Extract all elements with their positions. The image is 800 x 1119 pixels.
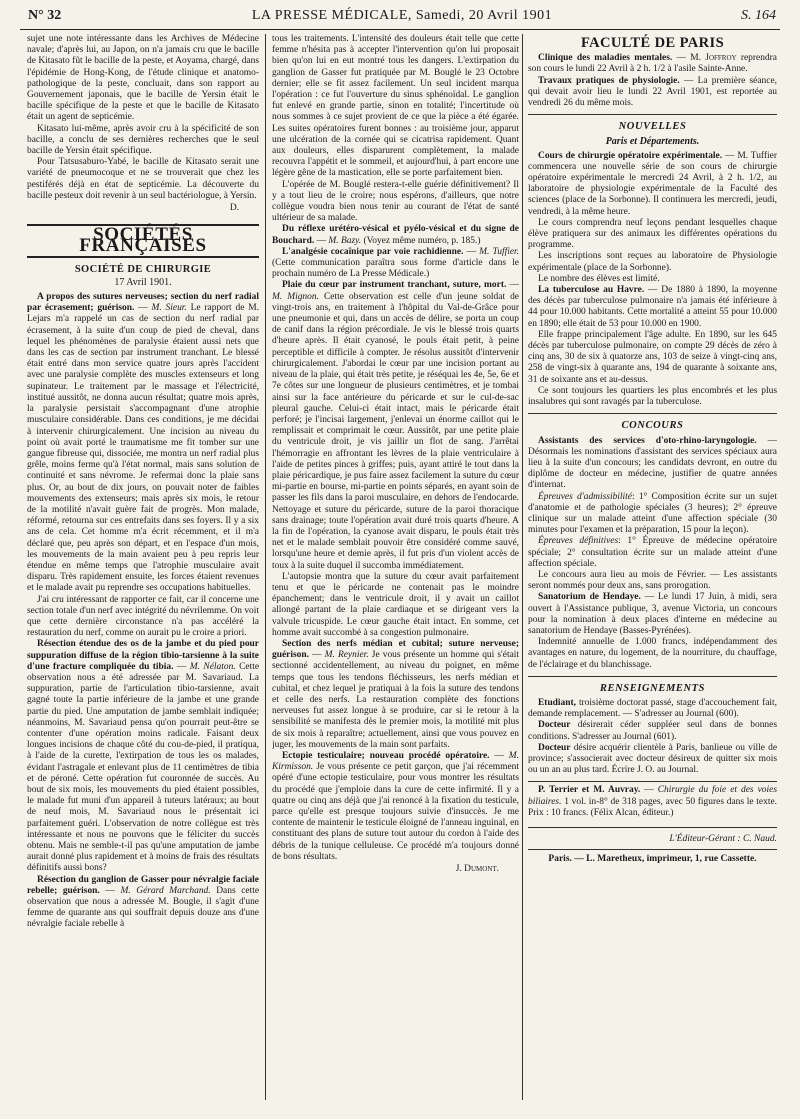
renseignements-heading: RENSEIGNEMENTS bbox=[599, 682, 706, 694]
communication-author: M. Gérard Marchand. bbox=[120, 885, 211, 896]
section-rule bbox=[528, 781, 777, 782]
news-text: Ce sont toujours les quartiers les plus encombrés et les plus insalubres qui sont ravagés par la tuberculose. bbox=[528, 385, 777, 408]
item-title: Assistants des services d'oto-rhino-laryngologie. bbox=[538, 435, 757, 446]
intro-paragraph: sujet une note intéressante dans les Archives de Médecine navale; d'après lui, au Japon, on n'a jamais cru que le bacille de Kitasato fût le bacille de la peste, et Aoyama, chargé, dans l'épidémie de Hong-Kong, de l'étude clinique et anatomo-pathologique de la peste, concluait, dans son rapport au Gouvernement japonais, que le bacille de Yersin était le bacille spécifique de la peste et que le bacille de Kitasato était un agent de septicémie. bbox=[27, 34, 259, 123]
communication-author: M. Nélaton. bbox=[189, 661, 236, 672]
concours-item: Assistants des services d'oto-rhino-laryngologie. — Désormais les nominations d'assistant des services spéciaux aura lieu à la suite d'un concours; les candidats devront, en outre du diplôme de docteur en médecine, justifier de quatre années d'internat. bbox=[528, 435, 777, 491]
book-details: 1 vol. in-8° de 318 pages, avec 50 figures dans le texte. Prix : 10 francs. (Félix Alcan, éditeur.) bbox=[528, 796, 777, 818]
column-rule-1 bbox=[265, 34, 266, 1100]
communication-text: Cette observation est celle d'un jeune soldat de vingt-trois ans, en traitement à l'hôpital du Val-de-Grâce pour une pneumonie et qui, dans un accès de délire, se porta un coup de canif dans la région précordiale. Je vis le blessé trois quarts d'heure après. Il était cyanosé, le pouls était petit, à peine perceptible et difficile à compter. Je résolus aussitôt d'intervenir chirurgicalement. J'abordai le cœur par une incision portant au niveau de la plaie, qui était très petite, je réséquai les 4e, 5e, 6e et 7e côtes sur une longueur de plusieurs centimètres, et je tombai ainsi sur la face antérieure du péricarde et sur le cul-de-sac pleural gauche. Celui-ci était intact, mais le péricarde était perforé; je l'incisai largement, j'enlevai un énorme caillot qui le remplissait et comprimait le cœur. Aussitôt, par une petite plaie du ventricule droit, je vis jaillir un flot de sang. J'arrêtai l'hémorragie en affrontant les lèvres de la plaie ventriculaire à l'aide de petites pinces à griffes; puis, ayant attiré le tout dans la plaie péricardique, je pus faire assez facilement la suture du cœur mi-partie en bourse, mi-partie en points séparés, en ayant soin de passer les fils dans la paroi musculaire, en dehors de l'endocarde. Nettoyage et suture du péricarde, suture de la paroi thoracique sans drainage; toute l'opération avait duré trois quarts d'heure. A la fin de l'opération, la cyanose avait disparu, le pouls était très net et le malade semblait pouvoir être considéré comme sauvé, lorsqu'une heure et demie après, il fut pris d'un violent accès de toux à la suite duquel il succomba immédiatement. bbox=[272, 291, 519, 571]
communication-text: Dans cette observation que nous a adressée M. Bougle, il s'agit d'une femme de quarante ans qui souffrait depuis douze ans d'une névralgie faciale rebelle à bbox=[27, 885, 259, 930]
nouvelles-heading: NOUVELLES bbox=[618, 121, 687, 133]
communication-tuffier: L'analgésie cocaïnique par voie rachidienne. — M. Tuffier. (Cette communication paraîtra sous forme d'article dans le prochain numéro de La Presse Médicale.) bbox=[272, 246, 519, 280]
item-text: désirerait céder suppléer seul dans de bonnes conditions. S'adresser au Journal (601). bbox=[528, 720, 777, 742]
section-rule bbox=[528, 114, 777, 115]
report-signature: J. Dumont. bbox=[455, 864, 499, 875]
header-rule bbox=[20, 29, 780, 30]
continuation-paragraph: tous les traitements. L'intensité des douleurs était telle que cette femme n'hésita pas à accepter l'intervention qu'on lui proposait bien qu'on lui en eut montré tous les dangers. L'extirpation du ganglion de Gasser fut pratiquée par M. Bouglé le 23 Octobre dernier; elle se fit assez facilement. Un seul incident marqua l'opération : ce fut l'ouverture du sinus sphénoïdal. Le ganglion fut enlevé en grande partie, sinon en totalité; l'incertitude où nous sommes à ce sujet provient de ce que la pièce a été égarée. Les suites opératoires furent bonnes : au troisième jour, apparut une ulcération de la cornée qui se cicatrisa rapidement. Quant aux douleurs, elles disparurent complètement, la malade recouvra l'appétit et le sommeil, et aujourd'hui, à part encore une légère gêne de la mastication, elle se porte parfaitement bien. bbox=[272, 34, 519, 179]
editeur-gerant: L'Éditeur-Gérant : C. Naud. bbox=[528, 827, 777, 845]
classified-ad bbox=[528, 743, 777, 777]
communication-author: M. Reynier. bbox=[324, 650, 369, 661]
item-title: Clinique des maladies mentales. bbox=[538, 53, 673, 64]
communication-text: Je vous présente ce petit garçon, que j'ai récemment opéré d'une ectopie testiculaire, pour vous montrer les résultats du procédé que j'emploie dans la cure de cette infirmité. Il y a quatre ou cinq ans déjà que j'ai renoncé à la fixation du testicule, parce qu'elle est presque toujours suivie d'insuccès. Je me contente de maintenir le testicule éloigné de l'anneau inguinal, en constituant des plans de suture tout autour du cordon à l'aide des débris de la tunique celluleuse. Ce procédé m'a toujours donné de bons résultats. bbox=[272, 762, 519, 862]
news-text: Le nombre des élèves est limité. bbox=[538, 273, 660, 284]
communication-nelaton: Résection étendue des os de la jambe et du pied pour suppuration diffuse de la région tibio-tarsienne à la suite d'une fracture compliquée du tibia. — M. Nélaton. Cette observation nous a été adressée par M. Savariaud. La suppuration, partie de l'articulation tibio-tarsienne, avait gagné toute la partie inférieure de la jambe et une grande partie du pied. Une amputation de jambe semblait indiquée; néanmoins, M. Savariaud pensa qu'on pourrait peut-être se contenter d'une opération moins radicale. Faisant deux longues incisions de chaque côté du cou-de-pied, il pratiqua, à l'aide de la curette, l'extirpation de tous les os malades, évidant l'astragale et enlevant plus de 11 centimètres de tibia et de péroné. Cette opération fut couronnée de succès. Au bout de six mois, les mouvements du pied étaient possibles, le malade fut muni d'un appareil à tuteurs latéraux; au bout de neuf mois, M. Savariaud nous le présentait ici parfaitement guéri. L'observation de notre collègue est très intéressante et nous ne pouvons que le féliciter du succès obtenu. Mais ne semble-t-il pas qu'une amputation de jambe aurait donné plus rapidement et à moins de frais des résultats définitifs aussi bons? bbox=[27, 639, 259, 874]
continuation-paragraph: L'opérée de M. Bouglé restera-t-elle guérie définitivement? Il y a tout lieu de le croire; nous espérons, d'ailleurs, que notre collègue voudra bien nous tenir au courant de l'état de santé ultérieur de sa malade. bbox=[272, 179, 519, 224]
item-text: M. Tuffier commencera une nouvelle série de son cours de chirurgie opératoire expérimentale le mercredi 24 Avril, à 2 h. 1/2, au laboratoire de physiologie expérimentale de la Faculté des sciences (place de la Sorbonne). Il continuera les mercredi, jeudi, vendredi, à la même heure. bbox=[528, 150, 777, 217]
section-rule bbox=[528, 676, 777, 677]
societes-francaises-heading: SOCIÉTÉS FRANÇAISES bbox=[27, 224, 259, 257]
communication-text: (Cette communication paraîtra sous forme d'article dans le prochain numéro de La Presse Médicale.) bbox=[272, 258, 519, 280]
item-text: troisième doctorat passé, stage d'accouchement fait, demande remplacement. — S'adresser au Journal (600). bbox=[528, 697, 777, 720]
session-date: 17 Avril 1901. bbox=[114, 276, 172, 288]
communication-author: M. Kirmisson. bbox=[272, 751, 519, 773]
classified-ad bbox=[528, 720, 777, 742]
column-2 bbox=[272, 34, 519, 1104]
item-text: De 1880 à 1890, la moyenne des décès par tuberculose pulmonaire n'a jamais été inférieure à 44 pour 10.000 habitants. Cette mortalité a atteint 55 pour 10.000 en 1890; elle était de 53 pour 10.000 en 1900. bbox=[528, 285, 777, 329]
communication-marchand: Résection du ganglion de Gasser pour névralgie faciale rebelle; guérison. — M. Gérard Marchand. Dans cette observation que nous a adressée M. Bougle, il s'agit d'une femme de quarante ans qui souffrait depuis douze ans d'une névralgie faciale rebelle à bbox=[27, 874, 259, 930]
column-1 bbox=[27, 34, 259, 1104]
communication-title: Du réflexe urétéro-vésical et pyélo-vésical et du signe de Bouchard. bbox=[272, 224, 519, 246]
item-label: Épreuves définitives bbox=[538, 536, 619, 547]
intro-paragraph: Pour Tatsusaburo-Yabé, le bacille de Kitasato serait une variété de pneumocoque et ne se trouverait que chez les pestiférés déjà en état de septicémie. La découverte du bacille pesteux doit revenir à un seul bactériologue, à Yersin. bbox=[27, 157, 259, 201]
news-text: Elle frappe principalement l'âge adulte. En 1890, sur les 645 décès par tuberculose pulmonaire, on compte 29 décès de zéro à cinq ans, 30 de six à quatorze ans, 103 de seize à vingt-cinq ans, 258 de vingt-six à quarante ans, 194 de quarante à soixante ans, 31 de soixante ans et au-dessus. bbox=[528, 329, 777, 385]
book-authors: P. Terrier et M. Auvray. bbox=[538, 785, 641, 796]
news-item: Cours de chirurgie opératoire expérimentale. — M. Tuffier commencera une nouvelle série de son cours de chirurgie opératoire expérimentale le mercredi 24 Avril, à 2 h. 1/2, au laboratoire de physiologie expérimentale de la Faculté des sciences (place de la Sorbonne). Il continuera les mercredi, jeudi, vendredi, à la même heure. bbox=[528, 150, 777, 217]
intro-paragraph: Kitasato lui-même, après avoir cru à la spécificité de son bacille, a conclu de ses dernières recherches que le seul bacille de Yersin était spécifique. bbox=[27, 123, 259, 157]
item-title: Sanatorium de Hendaye. bbox=[538, 592, 641, 603]
concours-heading: CONCOURS bbox=[621, 420, 684, 432]
item-text: : 1° Composition écrite sur un sujet d'anatomie et de pathologie spéciales (3 heures); 2° épreuve clinique sur un malade atteint d'une affection spéciale (30 minutes pour l'examen et la préparation, 15 pour la leçon). bbox=[528, 491, 777, 536]
item-title: Cours de chirurgie opératoire expérimentale. bbox=[538, 150, 723, 161]
communication-author: M. Tuffier. bbox=[479, 246, 519, 257]
communication-mignon: Plaie du cœur par instrument tranchant, suture, mort. — M. Mignon. Cette observation est celle d'un jeune soldat de vingt-trois ans, en traitement à l'hôpital du Val-de-Grâce pour une pneumonie et qui, dans un accès de délire, se porta un coup de canif dans la région précordiale. Je vis le blessé trois quarts d'heure après. Il était cyanosé, le pouls était petit, à peine perceptible et difficile à compter. Je résolus aussitôt d'intervenir chirurgicalement. J'abordai le cœur par une incision portant au niveau de la plaie, qui était très petite, je réséquai les 4e, 5e, 6e et 7e côtes sur une longueur de plusieurs centimètres, et je tombai ainsi sur la face antérieure du péricarde et sur le cul-de-sac pleural gauche. Celui-ci était intact, mais le péricarde était perforé; je l'incisai largement, j'enlevai un énorme caillot qui le remplissait et comprimait le cœur. Aussitôt, par une petite plaie du ventricule droit, je vis jaillir un flot de sang. J'arrêtai l'hémorragie en affrontant les lèvres de la plaie ventriculaire à l'aide de petites pinces à griffes; puis, ayant attiré le tout dans la plaie péricardique, je pus faire assez facilement la suture du cœur mi-partie en bourse, mi-partie en points séparés, en ayant soin de passer les fils dans la paroi musculaire, en dehors de l'endocarde. Nettoyage et suture du péricarde, suture de la paroi thoracique sans drainage; toute l'opération avait duré trois quarts d'heure. A la fin de l'opération, la cyanose avait disparu, le pouls était très net et le malade semblait pouvoir être considéré comme sauvé, lorsqu'une heure et demie après, il fut pris d'un violent accès de toux à la suite duquel il succomba immédiatement. bbox=[272, 280, 519, 571]
page-folio: S. 164 bbox=[741, 8, 776, 23]
communication-bazy: Du réflexe urétéro-vésical et pyélo-vésical et du signe de Bouchard. — M. Bazy. (Voyez même numéro, p. 185.) bbox=[272, 224, 519, 246]
faculte-heading: FACULTÉ DE PARIS bbox=[580, 35, 725, 51]
communication-author: M. Mignon. bbox=[272, 291, 319, 302]
book-title: Chirurgie du foie et des voies biliaires. bbox=[528, 785, 777, 807]
communication-reynier: Section des nerfs médian et cubital; suture nerveuse; guérison. — M. Reynier. Je vous présente un homme qui s'était sectionné accidentellement, au niveau du poignet, en même temps que tous les tendons fléchisseurs, les nerfs médian et cubital, et chez lequel je pratiquai à la fois la suture des tendons et celle des nerfs. La restauration complète des fonctions nerveuses fut assez longue à se produire, car si le retour à la sensibilité se manifesta dès le premier mois, la motilité mit plus de six mois à reparaître; actuellement, ainsi que vous pouvez en juger, les mouvements de la main sont parfaits. bbox=[272, 638, 519, 750]
communication-title: Section des nerfs médian et cubital; suture nerveuse; guérison. bbox=[272, 638, 519, 661]
communication-author: M. Bazy. bbox=[328, 235, 362, 246]
communication-title: Plaie du cœur par instrument tranchant, suture, mort. bbox=[282, 280, 507, 291]
section-rule bbox=[528, 413, 777, 414]
communication-text-2: J'ai cru intéressant de rapporter ce fait, car il concerne une section totale d'un nerf avec intégrité du névrilemme. On voit que cette dernière circonstance n'a pas accéléré la restauration du nerf, comme on aurait pu le croire a priori. bbox=[27, 594, 259, 639]
item-text: Désormais les nominations d'assistant des services spéciaux aura lieu à la suite d'un concours; les candidats devront, en outre du diplôme de docteur en médecine, justifier de quatre années d'internat. bbox=[528, 446, 777, 491]
faculte-item: Clinique des maladies mentales. — M. Joffroy reprendra son cours le lundi 22 Avril à 2 h. 1/2 à l'asile Sainte-Anne. bbox=[528, 53, 777, 75]
item-title: La tuberculose au Havre. bbox=[538, 285, 645, 296]
news-text: Le cours comprendra neuf leçons pendant lesquelles chaque élève pratiquera sur des animaux les différentes opérations du programme. bbox=[528, 217, 777, 251]
communication-title: Résection du ganglion de Gasser pour névralgie faciale rebelle; guérison. bbox=[27, 874, 259, 896]
communication-title: Ectopie testiculaire; nouveau procédé opératoire. bbox=[282, 751, 490, 761]
item-text: reprendra son cours le lundi 22 Avril à 2 h. 1/2 à l'asile Sainte-Anne. bbox=[528, 53, 777, 75]
item-text: La première séance, qui devait avoir lieu le lundi 22 Avril 1901, est reportée au vendredi 26 du même mois. bbox=[528, 75, 777, 109]
concours-text bbox=[528, 492, 777, 537]
issue-number: N° 32 bbox=[28, 8, 62, 23]
concours-text: Le concours aura lieu au mois de Février. — Les assistants seront nommés pour deux ans, sans prorogation. bbox=[528, 569, 777, 592]
communication-text-2: L'autopsie montra que la suture du cœur avait parfaitement tenu et que le péricarde ne contenait pas le moindre épanchement; dans le ventricule droit, il y avait un caillot allongé partant de la plaie cardiaque et se dirigeant vers la valvule tricuspide. Le cœur gauche était intact. En somme, cet homme avait succombé à sa congestion pulmonaire. bbox=[272, 571, 519, 638]
communication-title: A propos des sutures nerveuses; section du nerf radial par écrasement; guérison. bbox=[27, 292, 259, 314]
item-text: Le lundi 17 Juin, à midi, sera ouvert à l'Assistance publique, 3, avenue Victoria, un concours pour la nomination à deux places d'interne en médecine au sanatorium de Hendaye (Basses-Pyrénées). bbox=[528, 592, 777, 636]
concours-item: Sanatorium de Hendaye. — Le lundi 17 Juin, à midi, sera ouvert à l'Assistance publique, 3, avenue Victoria, un concours pour la nomination à deux places d'interne en médecine au sanatorium de Hendaye (Basses-Pyrénées). bbox=[528, 592, 777, 636]
item-title: Docteur bbox=[538, 742, 571, 753]
communication-text: Cette observation nous a été adressée par M. Savariaud. La suppuration, partie de l'articulation tibio-tarsienne, avait gagné toute la partie inférieure de la jambe et une grande partie du pied. Une amputation de jambe semblait indiquée; néanmoins, M. Savariaud pensa qu'on pourrait peut-être se contenter d'une opération moins radicale. Faisant deux longues incisions de chaque côté du cou-de-pied, il pratiqua, à l'aide de la curette, l'extirpation de tous les os malades, évidant l'astragale et enlevant plus de 11 centimètres de tibia et de péroné. Cette opération fut couronnée de succès. Au bout de six mois, les mouvements du pied étaient possibles, le malade fut muni d'un appareil à tuteurs latéraux; au bout de neuf mois, M. Savariaud nous le présentait ici parfaitement guéri. L'observation de notre collègue est très intéressante et nous ne pouvons que le féliciter du succès obtenu. Mais ne semble-t-il pas qu'une amputation de jambe aurait donné plus rapidement et à moins de frais des résultats définitifs aussi bons? bbox=[27, 661, 259, 874]
faculte-item: Travaux pratiques de physiologie. — La première séance, qui devait avoir lieu le lundi 22 Avril 1901, est reportée au vendredi 26 du même mois. bbox=[528, 75, 777, 109]
communication-text: Je vous présente un homme qui s'était sectionné accidentellement, au niveau du poignet, en même temps que tous les tendons fléchisseurs, les nerfs médian et cubital, et chez lequel je pratiquai à la fois la suture des tendons et celle des nerfs. La restauration complète des fonctions nerveuses fut assez longue à se produire, car si le retour à la sensibilité se manifesta dès le premier mois, la motilité mit plus de six mois à reparaître; actuellement, ainsi que vous pouvez en juger, les mouvements de la main sont parfaits. bbox=[272, 650, 519, 750]
item-text: : 1° Épreuve de médecine opératoire spéciale; 2° consultation écrite sur un malade atteint d'une affection spéciale. bbox=[528, 536, 777, 569]
masthead bbox=[28, 6, 776, 28]
item-text: désire acquérir clientèle à Paris, banlieue ou ville de province; s'associerait avec docteur désireux de quitter six mois ou un an au plus tard. Écrire J. O. au Journal. bbox=[528, 742, 777, 776]
item-label: Épreuves d'admissibilité bbox=[538, 491, 632, 502]
paris-departements-heading: Paris et Départements. bbox=[605, 136, 700, 148]
book-notice: P. Terrier et M. Auvray. — Chirurgie du foie et des voies biliaires. 1 vol. in-8° de 318 pages, avec 50 figures dans le texte. Prix : 10 francs. (Félix Alcan, éditeur.) bbox=[528, 785, 777, 818]
concours-text: Indemnité annuelle de 1.000 francs, indépendamment des avantages en nature, du logement, de la nourriture, du chauffage, de l'éclairage et du blanchissage. bbox=[528, 637, 777, 670]
item-title: Docteur bbox=[538, 720, 571, 731]
communication-sieur: A propos des sutures nerveuses; section du nerf radial par écrasement; guérison. — M. Sieur. Le rapport de M. Lejars m'a rappelé un cas de section du nerf radial par écrasement, à la suite d'un coup de pied de cheval, dans lequel les phénomènes de paralysie étaient aussi nets que dans les cas de section par instrument tranchant. Le blessé était entré dans mon service quatre jours après l'accident avec une paralysie complète des muscles extenseurs et long supinateur. Le traitement par le massage et l'électricité, institué aussitôt, ne donna aucun résultat; quatre mois après, la paralysie persistait s'accompagnant d'une atrophie musculaire considérable. Dans ces conditions, je me décidai à intervenir chirurgicalement. Une incision au niveau du point où avait porté le traumatisme me fit tomber sur une gangue fibreuse qui, dissociée, me montra un nerf radial plus grêle, moins ferme qu'à l'état normal, mais sans solution de continuité et sans névrome. Je refermai donc la plaie sans plus. Or, au bout de dix jours, on pouvait noter de faibles mouvements des extenseurs; mais après six mois, le retour de la motilité n'avait guère fait de progrès. Mon malade, réformé, retourna sur ces entrefaits dans ses foyers. Il y a six ans de cela. Cet homme m'a écrit récemment, et il m'a déclaré que, peu après son départ, et en l'espace d'un mois, les mouvements de la main avaient peu à peu repris leur étendue en même temps que l'atrophie musculaire avait disparu. Très rapidement ensuite, les forces étaient revenues et le malade avait pu reprendre ses occupations habituelles. bbox=[27, 292, 259, 594]
item-title: Travaux pratiques de physiologie. bbox=[538, 75, 680, 86]
item-title: Etudiant, bbox=[538, 697, 577, 708]
printer-line: Paris. — L. Maretheux, imprimeur, 1, rue Cassette. bbox=[528, 849, 777, 865]
news-item: La tuberculose au Havre. — De 1880 à 1890, la moyenne des décès par tuberculose pulmonaire n'a jamais été inférieure à 44 pour 10.000 habitants. Cette mortalité a atteint 55 pour 10.000 en 1890; elle était de 53 pour 10.000 en 1900. bbox=[528, 285, 777, 329]
item-author: M. Joffroy bbox=[690, 53, 737, 64]
communication-text: (Voyez même numéro, p. 185.) bbox=[363, 235, 481, 246]
communication-title: Résection étendue des os de la jambe et du pied pour suppuration diffuse de la région tibio-tarsienne à la suite d'une fracture compliquée du tibia. bbox=[27, 639, 259, 672]
concours-text bbox=[528, 536, 777, 570]
communication-kirmisson: Ectopie testiculaire; nouveau procédé opératoire. — M. Kirmisson. Je vous présente ce petit garçon, que j'ai récemment opéré d'une ectopie testiculaire, pour vous montrer les résultats du procédé que j'emploie dans la cure de cette infirmité. Il y a quatre ou cinq ans déjà que j'ai renoncé à la fixation du testicule, parce qu'elle est presque toujours suivie d'insuccès. Je me contente de maintenir le testicule éloigné de l'anneau inguinal, en constituant des plans de suture tout autour du cordon à l'aide des débris de la tunique celluleuse. Ce procédé m'a toujours donné de bons résultats. bbox=[272, 751, 519, 862]
communication-text: Le rapport de M. Lejars m'a rappelé un cas de section du nerf radial par écrasement, à la suite d'un coup de pied de cheval, dans lequel les phénomènes de paralysie étaient aussi nets que dans les cas de section par instrument tranchant. Le blessé était entré dans mon service quatre jours après l'accident avec une paralysie complète des muscles extenseurs et long supinateur. Le traitement par le massage et l'électricité, institué aussitôt, ne donna aucun résultat; quatre mois après, la paralysie persistait s'accompagnant d'une atrophie musculaire considérable. Dans ces conditions, je me décidai à intervenir chirurgicalement. Une incision au niveau du point où avait porté le traumatisme me fit tomber sur une gangue fibreuse qui, dissociée, me montra un nerf radial plus grêle, moins ferme qu'à l'état normal, mais sans solution de continuité et sans névrome. Je refermai donc la plaie sans plus. Or, au bout de dix jours, on pouvait noter de faibles mouvements des extenseurs; mais après six mois, le retour de la motilité n'avait guère fait de progrès. Mon malade, réformé, retourna sur ces entrefaits dans ses foyers. Il y a six ans de cela. Cet homme m'a écrit récemment, et il m'a déclaré que, peu après son départ, et en l'espace d'un mois, les mouvements de la main avaient peu à peu repris leur étendue en même temps que l'atrophie musculaire avait disparu. Très rapidement ensuite, les forces étaient revenues et le malade avait pu reprendre ses occupations habituelles. bbox=[27, 303, 259, 594]
column-3 bbox=[528, 34, 777, 1104]
societe-chirurgie-heading: SOCIÉTÉ DE CHIRURGIE bbox=[74, 263, 212, 275]
news-text: Les inscriptions sont reçues au laboratoire de Physiologie expérimentale (place de la Sorbonne). bbox=[528, 251, 777, 273]
communication-author: M. Sieur. bbox=[151, 303, 187, 314]
classified-ad bbox=[528, 698, 777, 720]
column-rule-2 bbox=[522, 34, 523, 1100]
communication-title: L'analgésie cocaïnique par voie rachidienne. bbox=[282, 246, 464, 257]
journal-title: LA PRESSE MÉDICALE, Samedi, 20 Avril 1901 bbox=[251, 8, 553, 23]
intro-signature: D. bbox=[229, 203, 239, 214]
